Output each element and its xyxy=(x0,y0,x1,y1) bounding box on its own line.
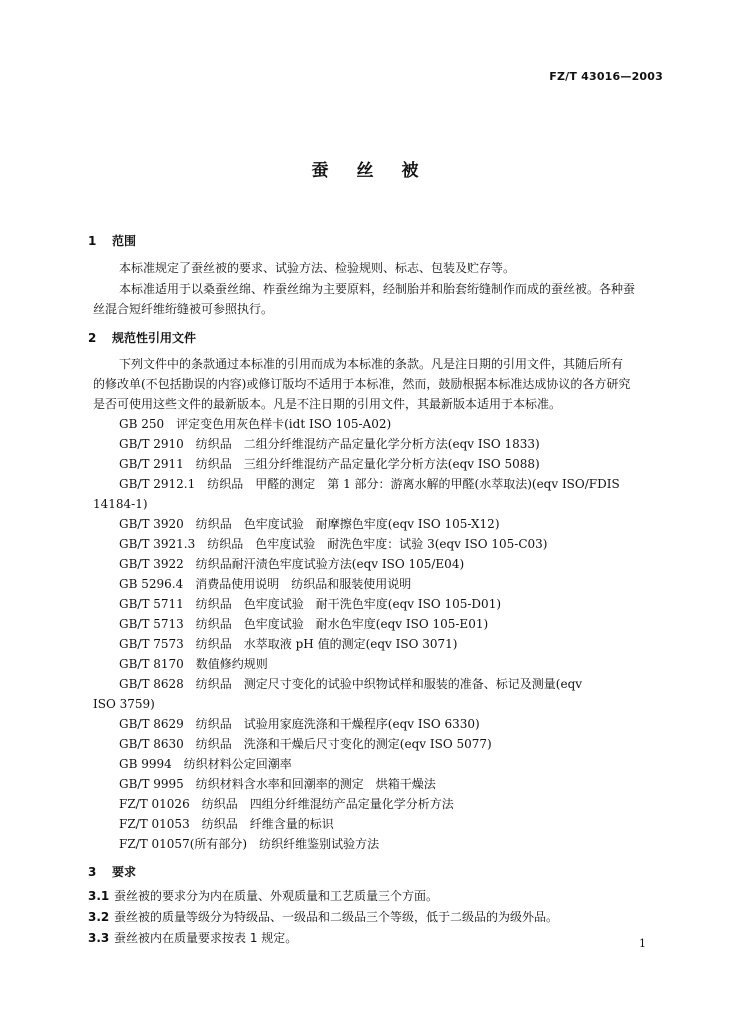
clause-3-3 xyxy=(88,930,297,946)
paragraph-line: 下列文件中的条款通过本标准的引用而成为本标准的条款。凡是注日期的引用文件，其随后所有 xyxy=(119,357,624,371)
reference-item: GB/T 2910 纺织品 二组分纤维混纺产品定量化学分析方法(eqv ISO 1833) xyxy=(119,437,540,451)
reference-item: GB/T 3921.3 纺织品 色牢度试验 耐洗色牢度：试验 3(eqv ISO 105-C03) xyxy=(119,537,548,551)
reference-item-continued: 14184-1) xyxy=(93,497,148,511)
reference-item: GB/T 3920 纺织品 色牢度试验 耐摩擦色牢度(eqv ISO 105-X12) xyxy=(119,517,500,531)
paragraph-line: 丝混合短纤维绗缝被可参照执行。 xyxy=(93,302,274,316)
section-3-heading xyxy=(88,864,136,880)
reference-item: GB/T 5713 纺织品 色牢度试验 耐水色牢度(eqv ISO 105-E01) xyxy=(119,617,489,631)
section-2-heading xyxy=(88,330,196,346)
clause-3-2 xyxy=(88,909,558,925)
reference-item: GB/T 7573 纺织品 水萃取液 pH 值的测定(eqv ISO 3071) xyxy=(119,637,458,651)
reference-item: GB/T 8170 数值修约规则 xyxy=(119,657,268,671)
page-title: 蚕丝被 xyxy=(311,161,447,181)
section-1-heading xyxy=(88,233,136,249)
standard-code: FZ/T 43016—2003 xyxy=(549,70,663,83)
reference-item: GB 250 评定变色用灰色样卡(idt ISO 105-A02) xyxy=(119,417,392,431)
reference-item: FZ/T 01026 纺织品 四组分纤维混纺产品定量化学分析方法 xyxy=(119,797,454,811)
section-title: 要求 xyxy=(112,865,137,879)
clause-text: 蚕丝被内在质量要求按表 1 规定。 xyxy=(114,931,298,945)
reference-item: GB/T 2912.1 纺织品 甲醛的测定 第 1 部分：游离水解的甲醛(水萃取法)(eqv ISO/FDIS xyxy=(119,477,620,491)
reference-item: GB/T 2911 纺织品 三组分纤维混纺产品定量化学分析方法(eqv ISO 5088) xyxy=(119,457,540,471)
reference-item: GB/T 5711 纺织品 色牢度试验 耐干洗色牢度(eqv ISO 105-D01) xyxy=(119,597,502,611)
clause-number: 3.1 xyxy=(88,889,110,903)
reference-item-continued: ISO 3759) xyxy=(93,697,155,711)
clause-number: 3.3 xyxy=(88,931,110,945)
page-number: 1 xyxy=(639,937,646,950)
section-title: 范围 xyxy=(112,234,137,248)
paragraph-line: 是否可使用这些文件的最新版本。凡是不注日期的引用文件，其最新版本适用于本标准。 xyxy=(93,397,562,411)
clause-number: 3.2 xyxy=(88,910,110,924)
reference-item: FZ/T 01053 纺织品 纤维含量的标识 xyxy=(119,817,334,831)
section-number: 3 xyxy=(88,865,97,879)
reference-item: GB/T 9995 纺织材料含水率和回潮率的测定 烘箱干燥法 xyxy=(119,777,436,791)
reference-item: GB 9994 纺织材料公定回潮率 xyxy=(119,757,292,771)
paragraph-line: 本标准适用于以桑蚕丝绵、柞蚕丝绵为主要原料，经制胎并和胎套绗缝制作而成的蚕丝被。各种蚕 xyxy=(119,282,636,296)
section-number: 2 xyxy=(88,331,97,345)
section-title: 规范性引用文件 xyxy=(112,331,197,345)
reference-item: GB/T 8628 纺织品 测定尺寸变化的试验中织物试样和服装的准备、标记及测量(eqv xyxy=(119,677,583,691)
reference-item: GB/T 3922 纺织品耐汗渍色牢度试验方法(eqv ISO 105/E04) xyxy=(119,557,465,571)
reference-item: GB/T 8630 纺织品 洗涤和干燥后尺寸变化的测定(eqv ISO 5077) xyxy=(119,737,492,751)
paragraph-line: 本标准规定了蚕丝被的要求、试验方法、检验规则、标志、包装及贮存等。 xyxy=(119,261,516,275)
reference-item: GB 5296.4 消费品使用说明 纺织品和服装使用说明 xyxy=(119,577,412,591)
clause-text: 蚕丝被的质量等级分为特级品、一级品和二级品三个等级，低于二级品的为级外品。 xyxy=(114,910,559,924)
paragraph-line: 的修改单(不包括勘误的内容)或修订版均不适用于本标准，然而，鼓励根据本标准达成协议的各方研究 xyxy=(93,377,631,391)
reference-item: FZ/T 01057(所有部分) 纺织纤维鉴别试验方法 xyxy=(119,837,380,851)
clause-text: 蚕丝被的要求分为内在质量、外观质量和工艺质量三个方面。 xyxy=(114,889,439,903)
reference-item: GB/T 8629 纺织品 试验用家庭洗涤和干燥程序(eqv ISO 6330) xyxy=(119,717,480,731)
section-number: 1 xyxy=(88,234,97,248)
clause-3-1 xyxy=(88,888,438,904)
